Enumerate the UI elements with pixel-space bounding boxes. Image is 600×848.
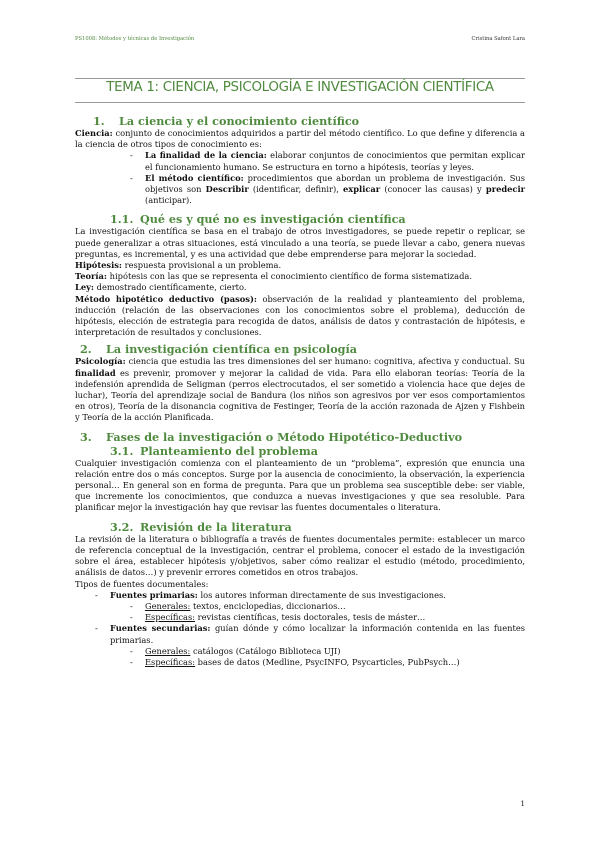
dash-bullet: -	[130, 172, 133, 183]
paragraph-revision: La revisión de la literatura o bibliografía a través de fuentes documentales permite: establecer un marco de referencia conceptual de la investigación, centrar el problema, conocer el estado de la investigación sobre el área, establecer hipótesis y/objetivos, saber cómo realizar el estudio (método, procedimiento, análisis de datos…) y prevenir errores cometidos en otros trabajos.	[75, 533, 525, 578]
text: ciencia que estudia las tres dimensiones del ser humano: cognitiva, afectiva y conductual. Su	[125, 356, 525, 367]
list-item	[130, 645, 525, 657]
text: elaborar conjuntos de conocimientos que permitan explicar el funcionamiento humano. Se estructura en torno a hipótesis, teorías y leyes.	[145, 150, 525, 172]
section-title: Revisión de la literatura	[140, 519, 292, 534]
label-especificas: Específicas:	[145, 656, 196, 667]
text: procedimientos que abordan un problema de investigación. Sus objetivos son	[145, 172, 525, 195]
section-title: Planteamiento del problema	[140, 443, 318, 458]
text: catálogos (Catálogo Biblioteca UJI)	[190, 645, 341, 656]
section-title: Fases de la investigación o Método Hipotético-Deductivo	[106, 429, 463, 444]
term-describir: Describir	[205, 184, 249, 195]
label-generales: Generales:	[145, 645, 191, 656]
term-ciencia: Ciencia:	[75, 128, 113, 138]
section-number: 3.1.	[110, 443, 134, 458]
list-item	[130, 172, 525, 207]
paragraph-metodo	[75, 294, 525, 339]
term-predecir: predecir	[485, 184, 525, 195]
header-author: Cristina Safont Lara	[471, 36, 525, 42]
text: (identificar, definir),	[248, 184, 344, 195]
paragraph-tipos: Tipos de fuentes documentales:	[75, 578, 209, 589]
text: respuesta provisional a un problema.	[122, 260, 282, 271]
heading-section-3-2	[110, 520, 525, 534]
dash-bullet: -	[130, 612, 133, 623]
header-course: PS1008: Métodos y técnicas de Investigación	[75, 36, 195, 42]
dash-bullet: -	[130, 656, 133, 667]
section-number: 1.1.	[110, 212, 134, 227]
section-title: Qué es y qué no es investigación científica	[140, 212, 406, 227]
text: revistas científicas, tesis doctorales, tesis de máster…	[195, 612, 426, 623]
section-title: La investigación científica en psicología	[106, 342, 357, 357]
heading-section-2	[80, 342, 525, 356]
text: los autores informan directamente de sus investigaciones.	[197, 589, 446, 600]
paragraph-planteamiento: Cualquier investigación comienza con el planteamiento de un “problema”, expresión que enuncia una relación entre dos o más conceptos. Surge por la ausencia de conocimiento, la observación, la experiencia personal… En general son en forma de pregunta. Para que un problema sea susceptible debe: ser viable, que incremente los conocimientos, que conduzca a nuevas investigaciones y que sea resoluble. Para planificar mejor la investigación hay que revisar las fuentes documentales o literatura.	[75, 457, 525, 513]
text: (conocer las causas) y	[380, 184, 486, 195]
text: es prevenir, promover y mejorar la calidad de vida. Para ello elaboran teorías: Teoría de la indefensión aprendida de Seligman (perros electrocutados, el ser sometido a violencia hace que dejes de luchar), Teoría del aprendizaje social de Bandura (los niños son agresivos por ver esos comportamientos en otros), Teoría de la disonancia cognitiva de Festinger, Teoría de la acción razonada de Ajzen y Fishbein y Teoría de la acción Planificada.	[75, 367, 525, 423]
dash-bullet: -	[130, 600, 133, 611]
term-ley: Ley:	[75, 282, 94, 293]
heading-section-1-1	[110, 212, 525, 226]
term-metodo: El método científico:	[145, 172, 244, 183]
section-number: 2.	[80, 342, 92, 357]
term-finalidad-psi: finalidad	[75, 367, 116, 378]
list-item	[130, 600, 525, 612]
text: bases de datos (Medline, PsycINFO, Psycarticles, PubPsych…)	[195, 656, 460, 667]
dash-bullet: -	[95, 589, 98, 600]
paragraph-investigacion: La investigación científica se basa en el trabajo de otros investigadores, se puede repetir o replicar, se puede generalizar a otras situaciones, está vinculado a una teoría, se puede llevar a cabo, genera nuevas preguntas, es incremental, y es una actividad que debe emprenderse para mejorar la sociedad.	[75, 226, 525, 259]
section-number: 1.	[93, 114, 105, 128]
text: observación de la realidad y planteamiento del problema, inducción (relación de las observaciones con los conocimientos sobre el problema), deducción de hipótesis, elección de estrategia para recogida de datos, análisis de datos y contrastación de hipótesis, e interpretación de resultados y conclusiones.	[75, 293, 525, 338]
text: hipótesis con las que se representa el conocimiento científico de forma sistematizada.	[107, 271, 472, 282]
term-fuentes-secundarias: Fuentes secundarias:	[110, 623, 211, 634]
title-rule-bottom	[75, 102, 525, 103]
heading-section-1	[93, 114, 525, 128]
dash-bullet: -	[130, 150, 133, 161]
term-metodo-hipotetico: Método hipotético deductivo (pasos):	[75, 293, 257, 304]
page-title: TEMA 1: CIENCIA, PSICOLOGÍA E INVESTIGACIÓN CIENTÍFICA	[106, 80, 494, 95]
dash-bullet: -	[130, 645, 133, 656]
section-number: 3.	[80, 429, 92, 444]
section-title: La ciencia y el conocimiento científico	[119, 114, 360, 128]
text: (anticipar).	[145, 195, 192, 206]
list-item	[130, 612, 525, 623]
title-rule-top	[75, 78, 525, 79]
heading-section-3	[80, 430, 525, 444]
paragraph-psicologia	[75, 356, 525, 423]
paragraph-ley	[75, 282, 525, 293]
document-body	[75, 114, 525, 668]
list-item	[95, 623, 525, 645]
heading-section-3-1	[110, 444, 525, 458]
term-hipotesis: Hipótesis:	[75, 260, 122, 271]
page-number: 1	[520, 800, 525, 808]
list-item	[95, 589, 525, 601]
label-especificas: Específicas:	[145, 612, 196, 623]
label-generales: Generales:	[145, 600, 191, 611]
term-teoria: Teoría:	[75, 271, 107, 282]
section-number: 3.2.	[110, 519, 134, 534]
list-item	[130, 656, 525, 668]
paragraph-hipotesis	[75, 260, 525, 271]
dash-bullet: -	[95, 623, 98, 634]
list-item	[130, 150, 525, 172]
text: conjunto de conocimientos adquiridos a partir del método científico. Lo que define y diferencia a la ciencia de otros tipos de conocimiento es:	[75, 128, 525, 150]
paragraph-ciencia	[75, 128, 525, 150]
text: demostrado científicamente, cierto.	[94, 282, 247, 293]
term-psicologia: Psicología:	[75, 356, 126, 367]
paragraph-teoria	[75, 271, 525, 282]
text: guían dónde y cómo localizar la información contenida en las fuentes primarias.	[110, 623, 525, 645]
text: textos, enciclopedias, diccionarios…	[190, 600, 346, 611]
term-explicar: explicar	[343, 184, 381, 195]
term-fuentes-primarias: Fuentes primarias:	[110, 589, 198, 600]
term-finalidad: La finalidad de la ciencia:	[145, 150, 267, 161]
